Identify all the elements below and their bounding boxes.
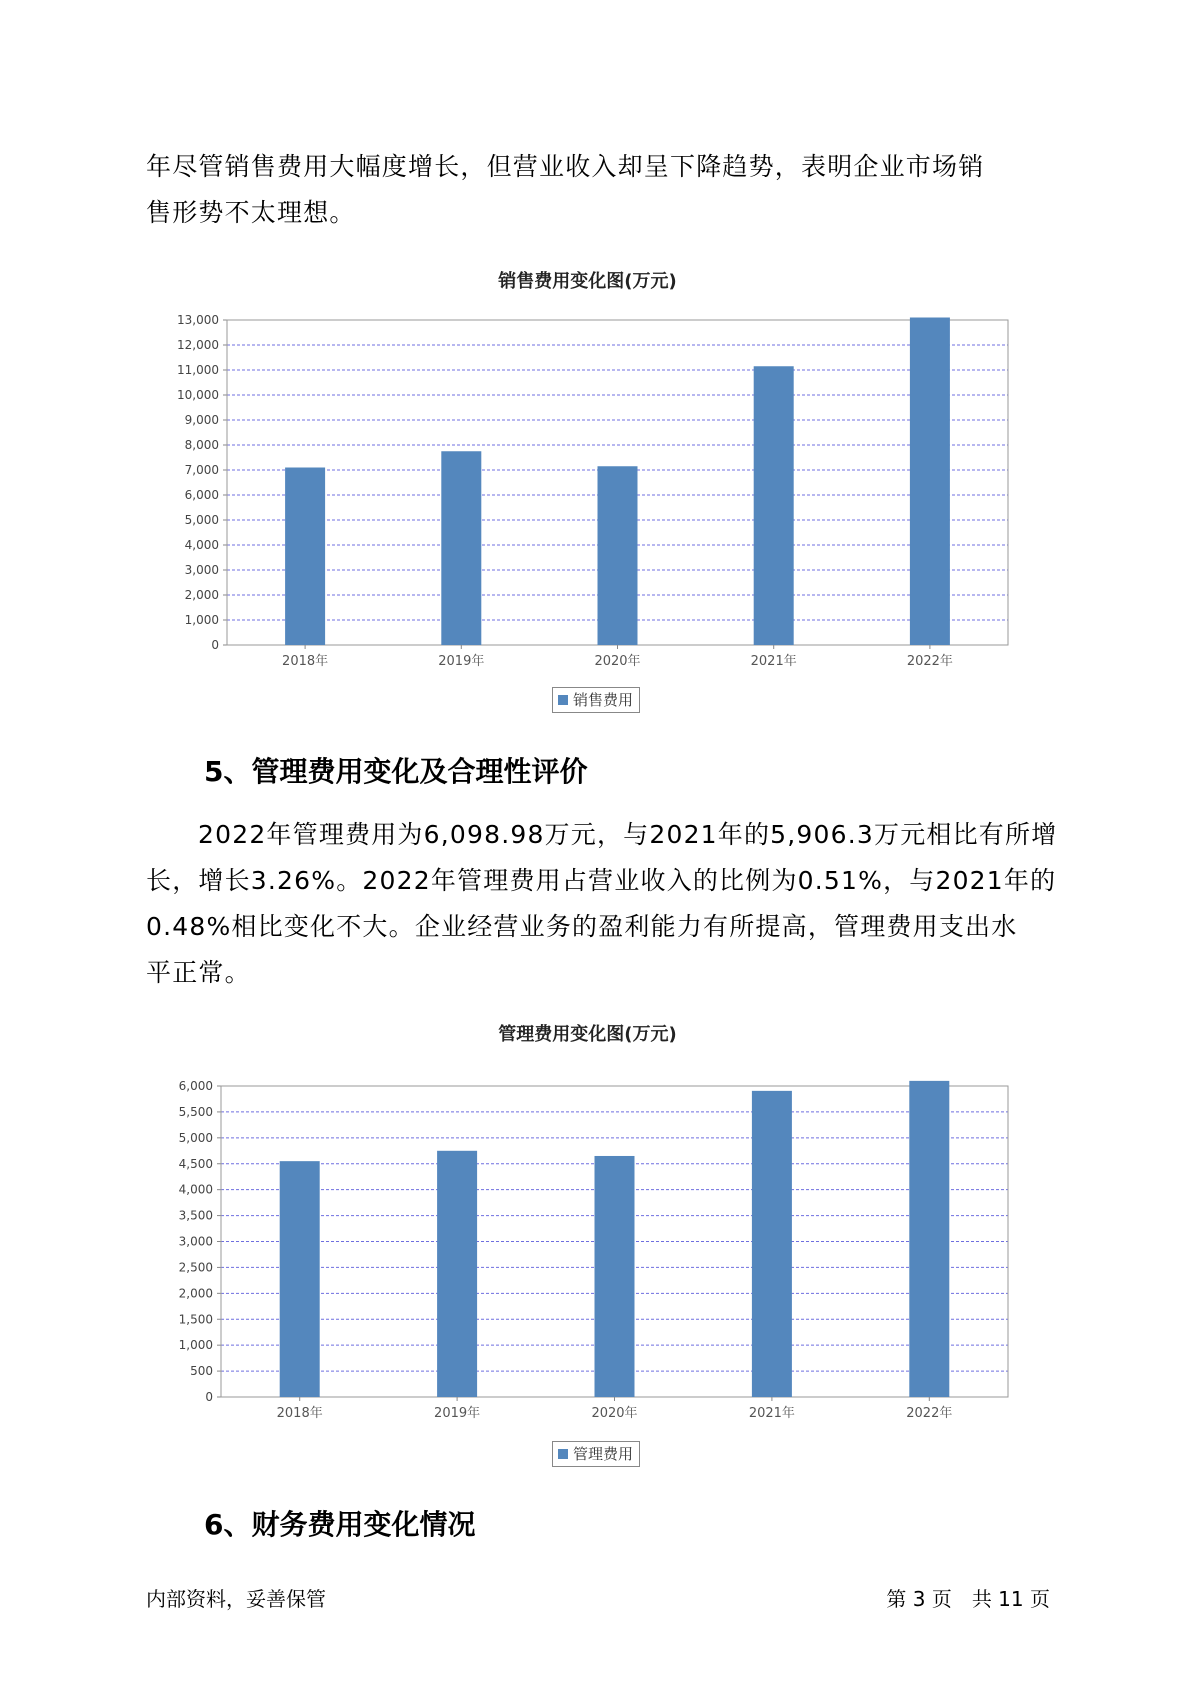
x-tick-label: 2018年 <box>276 1406 323 1421</box>
y-tick-label: 13,000 <box>177 313 219 327</box>
y-tick-label: 11,000 <box>177 363 219 377</box>
y-tick-label: 7,000 <box>184 463 219 477</box>
y-tick-label: 3,000 <box>184 563 219 577</box>
bar <box>437 1151 477 1397</box>
y-tick-label: 2,000 <box>184 588 219 602</box>
legend-swatch <box>558 1449 568 1459</box>
paragraph-line: 0.48%相比变化不大。企业经营业务的盈利能力有所提高，管理费用支出水 <box>146 912 1018 941</box>
y-tick-label: 1,000 <box>184 613 219 627</box>
y-tick-label: 4,500 <box>178 1156 213 1171</box>
paragraph-line: 长，增长3.26%。2022年管理费用占营业收入的比例为0.51%，与2021年的 <box>146 866 1057 895</box>
y-tick-label: 3,000 <box>178 1234 213 1249</box>
y-tick-label: 9,000 <box>184 413 219 427</box>
sales-expense-chart <box>0 300 1191 720</box>
paragraph-line: 平正常。 <box>146 958 251 987</box>
x-tick-label: 2018年 <box>282 654 329 669</box>
bar <box>285 468 325 646</box>
y-tick-label: 6,000 <box>178 1079 213 1093</box>
y-tick-label: 4,000 <box>178 1182 213 1197</box>
bar <box>910 318 950 646</box>
x-tick-label: 2021年 <box>750 654 797 669</box>
paragraph-line: 年尽管销售费用大幅度增长，但营业收入却呈下降趋势，表明企业市场销 <box>146 152 985 181</box>
section6-heading: 6、财务费用变化情况 <box>204 1508 476 1541</box>
y-tick-label: 2,500 <box>178 1260 213 1275</box>
paragraph-line: 2022年管理费用为6,098.98万元，与2021年的5,906.3万元相比有所增 <box>198 820 1058 849</box>
y-tick-label: 4,000 <box>184 538 219 552</box>
bar <box>280 1161 320 1397</box>
x-tick-label: 2020年 <box>591 1406 638 1421</box>
intro-paragraph <box>146 144 1046 236</box>
y-tick-label: 10,000 <box>177 388 219 402</box>
section5-heading: 5、管理费用变化及合理性评价 <box>204 755 588 788</box>
y-tick-label: 1,500 <box>178 1312 213 1327</box>
bar <box>598 466 638 645</box>
y-tick-label: 0 <box>211 638 219 652</box>
y-tick-label: 3,500 <box>178 1208 213 1223</box>
bar <box>752 1091 792 1397</box>
y-tick-label: 6,000 <box>184 488 219 502</box>
x-tick-label: 2022年 <box>906 654 953 669</box>
y-tick-label: 12,000 <box>177 338 219 352</box>
bar <box>754 366 794 645</box>
y-tick-label: 500 <box>190 1364 213 1379</box>
chart1-legend <box>552 687 640 713</box>
footer-page-number: 第 3 页 共 11 页 <box>886 1587 1050 1611</box>
y-tick-label: 8,000 <box>184 438 219 452</box>
y-tick-label: 5,000 <box>184 513 219 527</box>
x-tick-label: 2019年 <box>438 654 485 669</box>
y-tick-label: 0 <box>205 1390 213 1404</box>
legend-label: 销售费用 <box>573 691 634 709</box>
x-tick-label: 2020年 <box>594 654 641 669</box>
x-tick-label: 2022年 <box>906 1406 953 1421</box>
admin-expense-chart <box>0 1060 1191 1500</box>
y-tick-label: 1,000 <box>178 1338 213 1353</box>
footer-left: 内部资料，妥善保管 <box>146 1587 326 1611</box>
legend-swatch <box>558 695 568 705</box>
legend-label: 管理费用 <box>573 1445 634 1463</box>
y-tick-label: 2,000 <box>178 1286 213 1301</box>
paragraph-line: 售形势不太理想。 <box>146 198 356 227</box>
section5-paragraph <box>146 812 1058 996</box>
bar <box>595 1156 635 1397</box>
y-tick-label: 5,000 <box>178 1130 213 1145</box>
chart2-legend <box>552 1441 640 1467</box>
y-tick-label: 5,500 <box>178 1104 213 1119</box>
chart2-title: 管理费用变化图(万元) <box>498 1024 677 1045</box>
chart1-title: 销售费用变化图(万元) <box>498 271 677 292</box>
bar <box>909 1081 949 1397</box>
x-tick-label: 2019年 <box>434 1406 481 1421</box>
bar <box>441 451 481 645</box>
x-tick-label: 2021年 <box>748 1406 795 1421</box>
